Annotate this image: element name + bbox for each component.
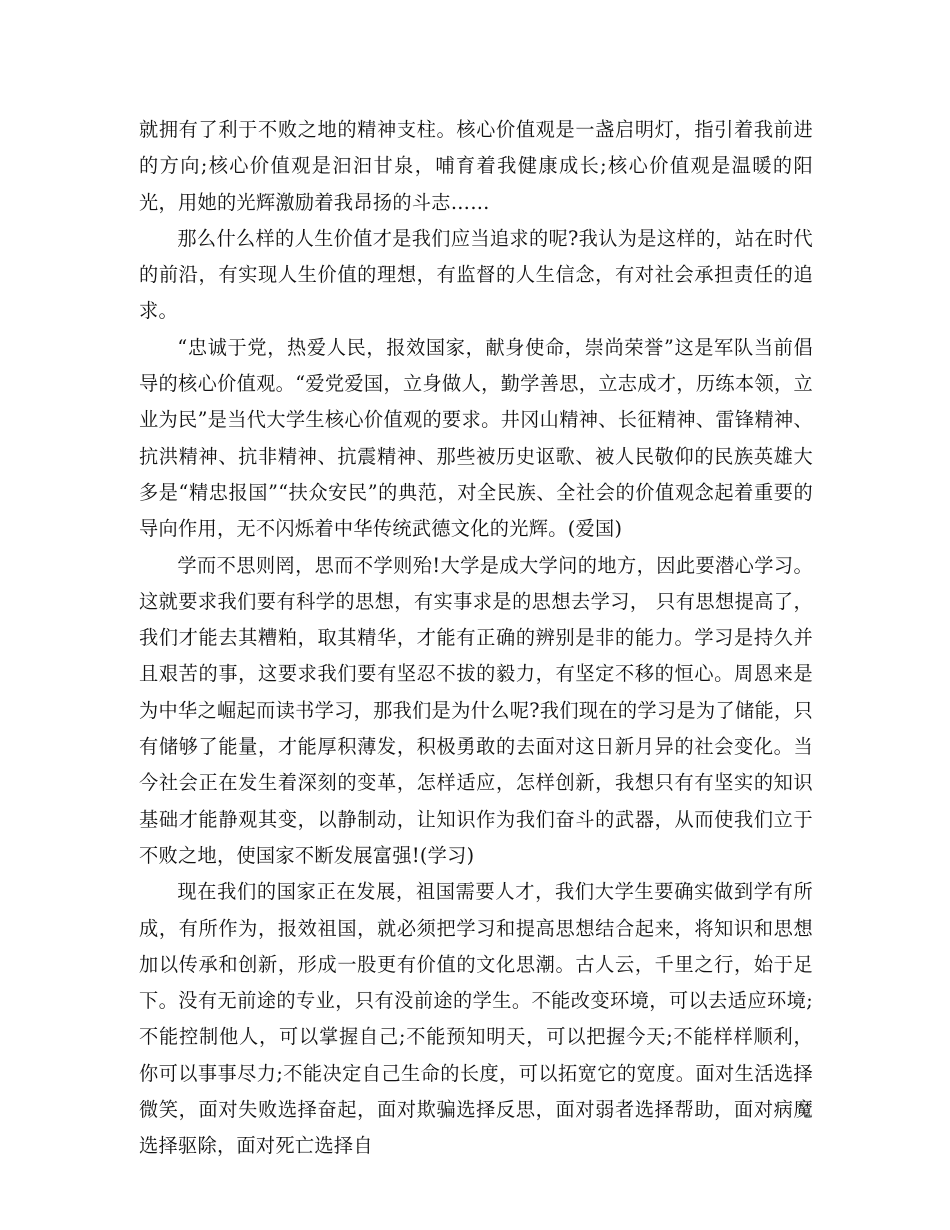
paragraph-study: 学而不思则罔，思而不学则殆!大学是成大学问的地方，因此要潜心学习。这就要求我们要有科学的思想，有实事求是的思想去学习， 只有思想提高了，我们才能去其糟粕，取其精华，才能有正确的辨别是非的能力。学习是持久并且艰苦的事，这要求我们要有坚忍不拔的毅力，有坚定不移的恒心。周恩来是为中华之崛起而读书学习，那我们是为什么呢?我们现在的学习是为了储能，只有储够了能量，才能厚积薄发，积极勇敢的去面对这日新月异的社会变化。当今社会正在发生着深刻的变革，怎样适应，怎样创新，我想只有有坚实的知识基础才能静观其变，以静制动，让知识作为我们奋斗的武器，从而使我们立于不败之地，使国家不断发展富强!(学习) — [139, 553, 813, 867]
paragraph-patriotism: “忠诚于党，热爱人民，报效国家，献身使命，崇尚荣誉”这是军队当前倡导的核心价值观。“爱党爱国，立身做人，勤学善思，立志成才，历练本领，立业为民”是当代大学生核心价值观的要求。井冈山精神、长征精神、雷锋精神、抗洪精神、抗非精神、抗震精神、那些被历史讴歌、被人民敬仰的民族英雄大多是“精忠报国”“扶众安民”的典范，对全民族、全社会的价值观念起着重要的导向作用，无不闪烁着中华传统武德文化的光辉。(爱国) — [139, 335, 813, 541]
paragraph-development: 现在我们的国家正在发展，祖国需要人才，我们大学生要确实做到学有所成，有所作为，报效祖国，就必须把学习和提高思想结合起来，将知识和思想加以传承和创新，形成一股更有价值的文化思潮。古人云，千里之行，始于足下。没有无前途的专业，只有没前途的学生。不能改变环境，可以去适应环境;不能控制他人，可以掌握自己;不能预知明天，可以把握今天;不能样样顺利，你可以事事尽力;不能决定自己生命的长度，可以拓宽它的宽度。面对生活选择微笑，面对失败选择奋起，面对欺骗选择反思，面对弱者选择帮助，面对病魔选择驱除，面对死亡选择自 — [139, 880, 813, 1158]
paragraph-continuation: 就拥有了利于不败之地的精神支柱。核心价值观是一盏启明灯，指引着我前进的方向;核心价值观是汩汩甘泉，哺育着我健康成长;核心价值观是温暖的阳光，用她的光辉激励着我昂扬的斗志…… — [139, 118, 813, 214]
paragraph-life-value: 那么什么样的人生价值才是我们应当追求的呢?我认为是这样的，站在时代的前沿，有实现人生价值的理想，有监督的人生信念，有对社会承担责任的追求。 — [139, 226, 813, 323]
document-body — [139, 112, 813, 1165]
